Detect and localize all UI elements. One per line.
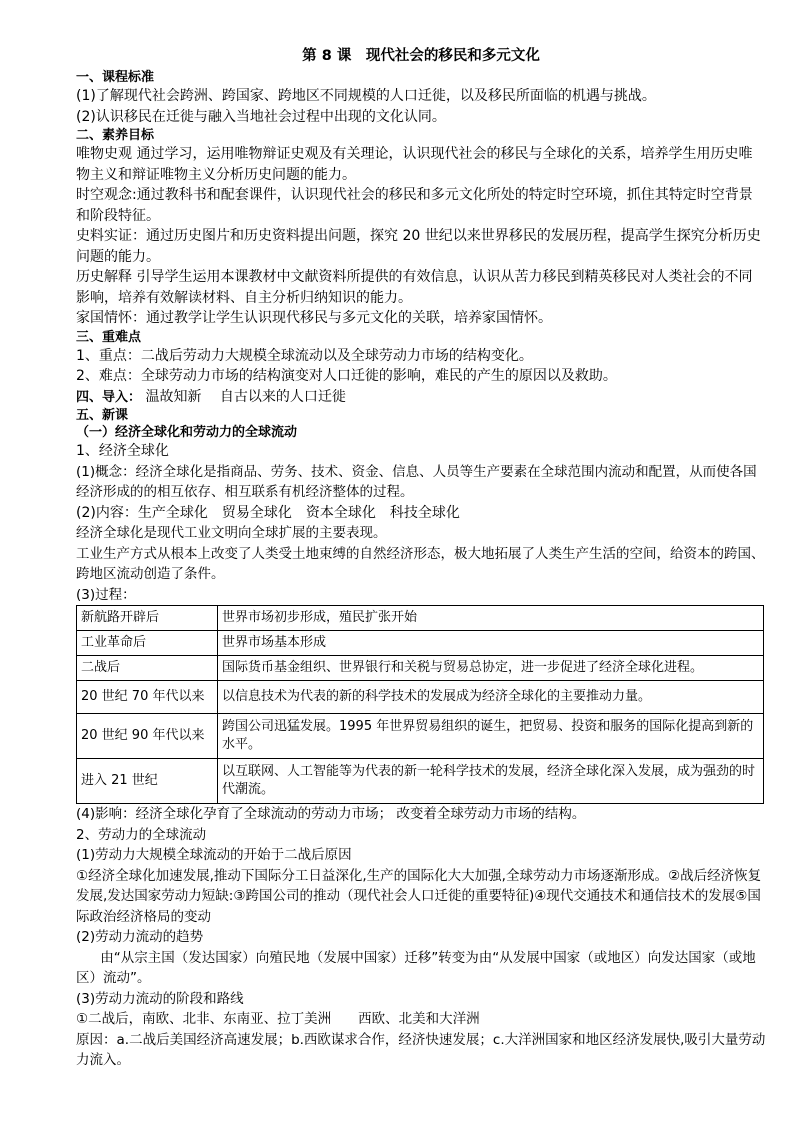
literacy-materialism: 唯物史观 通过学习，运用唯物辩证史观及有关理论，认识现代社会的移民与全球化的关系，培养学生用历史唯物主义和辩证唯物主义分析历史问题的能力。	[76, 146, 753, 183]
table-row	[77, 606, 764, 631]
literacy-interpretation: 历史解释 引导学生运用本课教材中文献资料所提供的有效信息，认识从苦力移民到精英移民对人类社会的不同影响，培养有效解读材料、自主分析归纳知识的能力。	[76, 269, 753, 306]
curriculum-line-1: (1)了解现代社会跨洲、跨国家、跨地区不同规模的人口迁徙，以及移民所面临的机遇与挑战。	[76, 88, 656, 104]
table-row	[77, 759, 764, 804]
section-newlesson-heading: 五、新课	[76, 408, 129, 423]
section-curriculum-heading: 一、课程标准	[76, 70, 155, 85]
table-cell-period: 20 世纪 70 年代以来	[77, 681, 218, 714]
globalization-impact: (4)影响：经济全球化孕育了全球流动的劳动力市场； 改变着全球劳动力市场的结构。	[76, 806, 586, 822]
table-row	[77, 714, 764, 759]
table-cell-period: 新航路开辟后	[77, 606, 218, 631]
table-cell-period: 20 世纪 90 年代以来	[77, 714, 218, 759]
globalization-note-1: 经济全球化是现代工业文明向全球扩展的主要表现。	[76, 525, 387, 541]
table-row	[77, 631, 764, 656]
labor-start-heading: (1)劳动力大规模全球流动的开始于二战后原因	[76, 847, 352, 863]
lesson-title: 第 8 课 现代社会的移民和多元文化	[302, 48, 540, 64]
difficulty-line: 2、难点：全球劳动力市场的结构演变对人口迁徙的影响，难民的产生的原因以及救助。	[76, 368, 617, 384]
item-labor-flow: 2、劳动力的全球流动	[76, 826, 207, 843]
table-cell-description: 世界市场基本形成	[218, 631, 764, 656]
document-page	[76, 44, 766, 1071]
process-label: (3)过程：	[76, 586, 136, 603]
table-row	[77, 681, 764, 714]
globalization-concept: (1)概念：经济全球化是指商品、劳务、技术、资金、信息、人员等生产要素在全球范围内流动和配置，从而使各国经济形成的的相互依存、相互联系有机经济整体的过程。	[76, 463, 757, 500]
labor-stage-text: ①二战后，南欧、北非、东南亚、拉丁美洲 西欧、北美和大洋洲	[76, 1011, 480, 1027]
keypoint-line: 1、重点：二战后劳动力大规模全球流动以及全球劳动力市场的结构变化。	[76, 347, 533, 364]
labor-trend-text: 由“从宗主国（发达国家）向殖民地（发展中国家）迁移”转变为由“从发展中国家（或地区）向发达国家（或地区）流动”。	[76, 949, 756, 986]
section-intro-heading: 四、导入：	[76, 389, 142, 405]
globalization-content: (2)内容：生产全球化 贸易全球化 资本全球化 科技全球化	[76, 504, 460, 521]
subsection-globalization-heading: （一）经济全球化和劳动力的全球流动	[76, 425, 298, 440]
literacy-spacetime: 时空观念:通过教科书和配套课件，认识现代社会的移民和多元文化所处的特定时空环境，抓住其特定时空背景和阶段特征。	[76, 187, 753, 224]
table-cell-description: 国际货币基金组织、世界银行和关税与贸易总协定，进一步促进了经济全球化进程。	[218, 656, 764, 681]
table-cell-period: 二战后	[77, 656, 218, 681]
item-globalization: 1、经济全球化	[76, 443, 169, 459]
process-table	[76, 605, 764, 804]
labor-stage-reason: 原因：a.二战后美国经济高速发展；b.西欧谋求合作，经济快速发展；c.大洋洲国家和地区经济发展快,吸引大量劳动力流入。	[76, 1031, 766, 1068]
labor-trend-heading: (2)劳动力流动的趋势	[76, 929, 204, 945]
labor-stage-heading: (3)劳动力流动的阶段和路线	[76, 990, 244, 1007]
curriculum-line-2: (2)认识移民在迁徙与融入当地社会过程中出现的文化认同。	[76, 108, 446, 125]
literacy-patriotism: 家国情怀：通过教学让学生认识现代移民与多元文化的关联，培养家国情怀。	[76, 310, 552, 326]
table-cell-description: 世界市场初步形成，殖民扩张开始	[218, 606, 764, 631]
section-keypoints-heading: 三、重难点	[76, 329, 142, 345]
table-cell-description: 跨国公司迅猛发展。1995 年世界贸易组织的诞生，把贸易、投资和服务的国际化提高到新的水平。	[218, 714, 764, 759]
section-intro-text: 温故知新 自古以来的人口迁徙	[145, 388, 346, 405]
labor-start-reasons: ①经济全球化加速发展,推动下国际分工日益深化,生产的国际化大大加强,全球劳动力市场逐渐形成。②战后经济恢复发展,发达国家劳动力短缺:③跨国公司的推动（现代社会人口迁徙的重要特征)④现代交通技术和通信技术的发展⑤国际政治经济格局的变动	[76, 867, 762, 925]
table-row	[77, 656, 764, 681]
table-cell-description: 以信息技术为代表的新的科学技术的发展成为经济全球化的主要推动力量。	[218, 681, 764, 714]
table-cell-period: 工业革命后	[77, 631, 218, 656]
table-cell-description: 以互联网、人工智能等为代表的新一轮科学技术的发展，经济全球化深入发展，成为强劲的时代潮流。	[218, 759, 764, 804]
globalization-note-2: 工业生产方式从根本上改变了人类受土地束缚的自然经济形态，极大地拓展了人类生产生活的空间，给资本的跨国、跨地区流动创造了条件。	[76, 545, 765, 582]
section-literacy-heading: 二、素养目标	[76, 128, 155, 143]
section-intro	[76, 387, 766, 408]
table-cell-period: 进入 21 世纪	[77, 759, 218, 804]
literacy-evidence: 史料实证：通过历史图片和历史资料提出问题，探究 20 世纪以来世界移民的发展历程，提高学生探究分析历史问题的能力。	[76, 228, 761, 265]
